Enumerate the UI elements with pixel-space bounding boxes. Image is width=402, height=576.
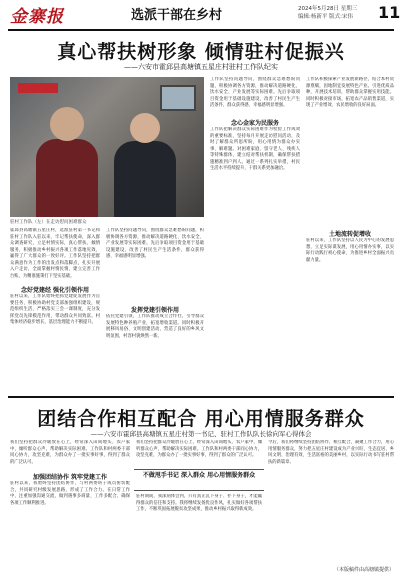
editors-line: 编辑:杨新平 版式:宋伟 xyxy=(298,14,353,20)
article1-col3: 工作队把解决群众实际困难作为检验工作成效的重要标准，坚持每月开展走访慰问活动，及时了解群众所思所盼，用心用情为群众办实事、解难题。对困难家庭、留守老人、残疾人等特殊群体，建立结对帮扶机制，确保帮扶措施精准到户到人。通过一系列扎实举措，村民生活水平持续提升，干群关系更加融洽。 xyxy=(210,127,300,171)
article2-footnote: （本版稿件由高塘镇提供） xyxy=(333,567,394,573)
article2-inset-title: 不做甩手书记 深入群众 用心用情服务群众 xyxy=(142,472,256,479)
article1-col4-subhead: 土地流转促增收 xyxy=(328,231,371,238)
dateline xyxy=(298,5,357,21)
section-title: 选派干部在乡村 xyxy=(131,8,223,23)
article1-subheadline: ——六安市霍邱县高塘镇五星庄村驻村工作队纪实 xyxy=(124,63,278,71)
article1-col1b: 驻村以来，工作队始终把抓党建促发展作为首要任务，积极协助村党支部加强组织建设，规范组织生活，严格落实三会一课制度，充分发挥党员先锋模范作用，带动群众共同致富。村集体经济稳步增长，基层治理能力不断提升。 xyxy=(10,294,100,325)
inset-rule-top xyxy=(134,469,264,470)
photo-caption: 驻村工作队（左）在走访慰问困难群众 xyxy=(10,220,87,225)
page-number: 11 xyxy=(378,3,401,22)
photo-window xyxy=(160,85,196,111)
article1-col4: 工作队积极探索产业发展新路径，结合本村资源禀赋，因地制宜发展特色产业。引进优质品种，开展技术培训，帮助群众掌握实用技能。同时积极对接市场，拓宽农产品销售渠道，实现了产业增效、农民增收的良好局面。 xyxy=(306,77,394,108)
article1-col2b: 依托党建引领，工作队推动成立合作社，引导群众发展特色种养殖产业，拓宽增收渠道。同时积极开展移风易俗、文明创建活动，营造了良好的乡风文明氛围，村容村貌焕然一新。 xyxy=(106,314,204,339)
article2-col2: 我们坚持把群众冷暖放在心上，经常深入田间地头、农户家中，倾听群众心声，帮助解决实际困难。工作队和村两委干部同心协力，攻坚克难，为群众办了一批实事好事，得到了群众的广泛认可。 xyxy=(136,440,262,458)
article1-col1: 霍邱县高塘镇五星庄村，选派驻村第一书记和驻村工作队入驻以来，牢记帮扶使命，深入群众调查研究，立足村情实际，真心帮扶、倾情服务，积极推动乡村振兴各项工作落地见效，赢得了广大群众的一致好评。工作队坚持把群众满意作为工作的出发点和落脚点，扎实开展入户走访，全面掌握村情民情，建立完善工作台账，为精准施策打下坚实基础。 xyxy=(10,228,100,279)
article1-col4b: 驻村以来，工作队坚持以人民为中心的发展思想，立足实际谋发展，用心用情办实事，以实际行动践行初心使命，为推进乡村全面振兴贡献力量。 xyxy=(306,238,394,263)
photo-person-right-body xyxy=(114,141,176,217)
article2-headline: 团结合作相互配合 用心用情服务群众 xyxy=(37,408,365,430)
article2-col1-subhead: 加强团结协作 筑牢党建工作 xyxy=(32,474,108,481)
newspaper-logo: 金寨报 xyxy=(10,7,64,27)
article1-col2: 工作队坚持问题导向，围绕群众急难愁盼问题，积极协调各方资源，推动解决道路硬化、饮水安全、产业发展等实际困难。先后争取项目资金用于基础设施建设，改善了村民生产生活条件，群众获得感、幸福感明显增强。 xyxy=(106,228,204,259)
article1-headline: 真心帮扶树形象 倾情驻村促振兴 xyxy=(57,41,345,63)
article1-col2-subhead: 发挥党建引领作用 xyxy=(130,307,179,314)
article1-col3-lead: 工作队坚持问题导向，围绕群众急难愁盼问题，积极协调各方资源，推动解决道路硬化、饮水安全、产业发展等实际困难。先后争取项目资金用于基础设施建设，改善了村民生产生活条件，群众获得感、幸福感明显增强。 xyxy=(210,77,300,108)
masthead xyxy=(0,0,402,30)
issue-date: 2024年5月28日 星期三 xyxy=(298,6,358,12)
article1-photo xyxy=(10,77,204,217)
top-rule xyxy=(8,29,394,31)
photo-person-right-head xyxy=(130,113,160,143)
article1-col3-subhead: 念心金家为民服务 xyxy=(230,120,279,127)
article1-col1-subhead: 念好党建经 强化引领作用 xyxy=(20,287,90,294)
article2-col1-lead: 我们坚持把群众冷暖放在心上，经常深入田间地头、农户家中，倾听群众心声，帮助解决实际困难。工作队和村两委干部同心协力，攻坚克难，为群众办了一批实事好事，得到了群众的广泛认可。 xyxy=(10,440,130,465)
photo-banner xyxy=(18,83,58,93)
photo-person-left-head xyxy=(50,107,84,141)
article2-col3: 驻村期间，我深刻体会到，只有真正沉下身子、扑下身子，才能赢得群众的信任和支持。我将继续发扬优良作风，扎实做好各项帮扶工作，不断巩固拓展脱贫攻坚成果，推动乡村振兴取得新成效。 xyxy=(136,494,262,512)
article2-subheadline: ——六安市霍邱县高塘镇五星庄村第一书记、驻村工作队队长徐向军心得体会 xyxy=(90,430,312,438)
inset-rule-bottom xyxy=(134,490,264,491)
article2-col4: 今后，我们将继续坚持团结协作，相互配合，凝聚工作合力，用心用情服务群众，努力把五星庄村建设成为产业兴旺、生态宜居、乡风文明、治理有效、生活富裕的美丽乡村，以实际行动书写驻村帮扶的新篇章。 xyxy=(268,440,394,465)
article2-col1: 驻村以来，我始终坚持团结协作，与村两委班子成员密切配合，共同研究村级发展思路，形成了工作合力。在日常工作中，注重加强沟通交流，做到遇事多商量、工作多配合，确保各项工作顺利推进。 xyxy=(10,481,130,506)
photo-person-left-body xyxy=(36,139,98,217)
section-divider xyxy=(8,396,394,398)
